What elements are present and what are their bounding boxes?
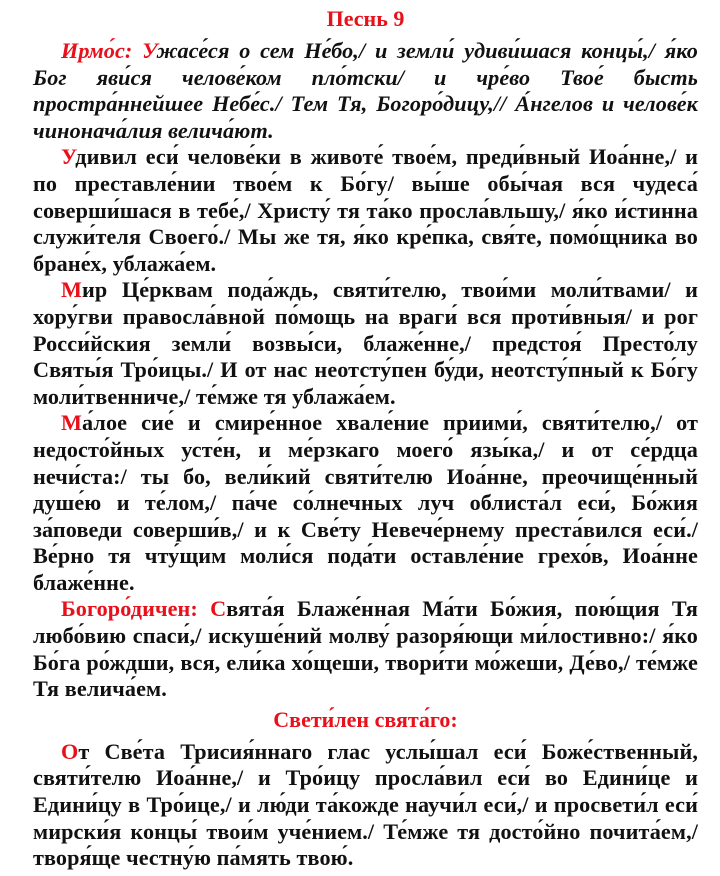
exapostilarion-text: т Све́та Трисия́ннаго глас услы́шал еси́ Боже́ственный, святи́телю Иоа́нне,/ и Тро́ицу просла́вил еси́ во Едини́це и Едини́цу в Тро́ице,/ и лю́ди та́кожде научи́л еси́,/ и просвети́л еси́ мирски́я концы́ твои́м уче́нием./ Те́мже тя досто́йно почита́ем,/ творя́ще честну́ю па́мять твою́. [33,738,698,871]
theotokion-paragraph [33,596,698,702]
troparion-3-text: а́лое сие́ и смире́нное хвале́ние приими́, святи́телю,/ от недосто́йных усте́н, и ме́рзкаго моего́ язы́ка,/ и от се́рдца нечи́ста:/ ты бо, вели́кий святи́телю Иоа́нне, преочище́нный душе́ю и те́лом,/ па́че со́лнечных луч облиста́л еси́, Бо́жия за́поведи соверши́в,/ и к Све́ту Невече́рнему преста́вился еси́./ Ве́рно тя чту́щим моли́ся пода́ти оставле́ние грехо́в, Иоа́нне блаже́нне. [33,410,698,595]
troparion-1-initial: У [61,144,76,170]
exapostilarion-heading: Свети́лен свята́го: [273,706,458,732]
troparion-2-text: ир Це́рквам пода́ждь, святи́телю, твои́ми моли́твами/ и хору́гви правосла́вной по́мощь на враги́ вся проти́вныя/ и рог Росси́йския земли́ возвы́си, блаже́нне,/ предстоя́ Престо́лу Святы́я Тро́ицы./ И от нас неотсту́пен бу́ди, неотсту́пный к Бо́гу моли́твенниче,/ те́мже тя ублажа́ем. [33,277,698,409]
troparion-3 [33,410,698,596]
troparion-1-text: дивил еси́ челове́ки в животе́ твое́м, преди́вный Иоа́нне,/ и по преставле́нии твое́м к Бо́гу/ вы́ше обы́чая вся чудеса́ соверши́шася в тебе́,/ Христу́ тя та́ко просла́вльшу,/ я́ко и́стинна служи́теля Своего́./ Мы же тя, я́ко кре́пка, свя́те, помо́щника во бране́х, ублажа́ем. [33,144,698,276]
irmos-text: жасе́ся о сем Не́бо,/ и земли́ удиви́шася концы́,/ я́ко Бог яви́ся челове́ком пло́тски/ и чре́во Твое́ бысть простра́ннейшее Небе́с./ Тем Тя, Богоро́дицу,// А́нгелов и челове́к чинонача́лия велича́ют. [33,38,698,143]
troparion-3-initial: М [61,410,83,436]
canto-heading: Песнь 9 [326,6,405,31]
exapostilarion-paragraph [33,739,698,872]
theotokion-initial: С [210,596,227,622]
irmos-initial: У [142,38,157,63]
troparion-2-initial: М [61,277,83,303]
theotokion-text: вята́я Блаже́нная Ма́ти Бо́жия, пою́щия Тя любо́вию спаси́,/ искуше́ний молву́ разоря́ющи ми́лостивно:/ я́ко Бо́га ро́ждши, вся, ели́ка хо́щеши, твори́ти мо́жеши, Де́во,/ те́мже Тя велича́ем. [33,596,698,702]
troparion-2 [33,277,698,410]
exapostilarion-initial: О [61,738,79,764]
irmos-paragraph [33,38,698,144]
troparion-1 [33,144,698,277]
theotokion-label: Богоро́дичен: [61,596,198,622]
irmos-label: Ирмо́с: [61,38,133,63]
